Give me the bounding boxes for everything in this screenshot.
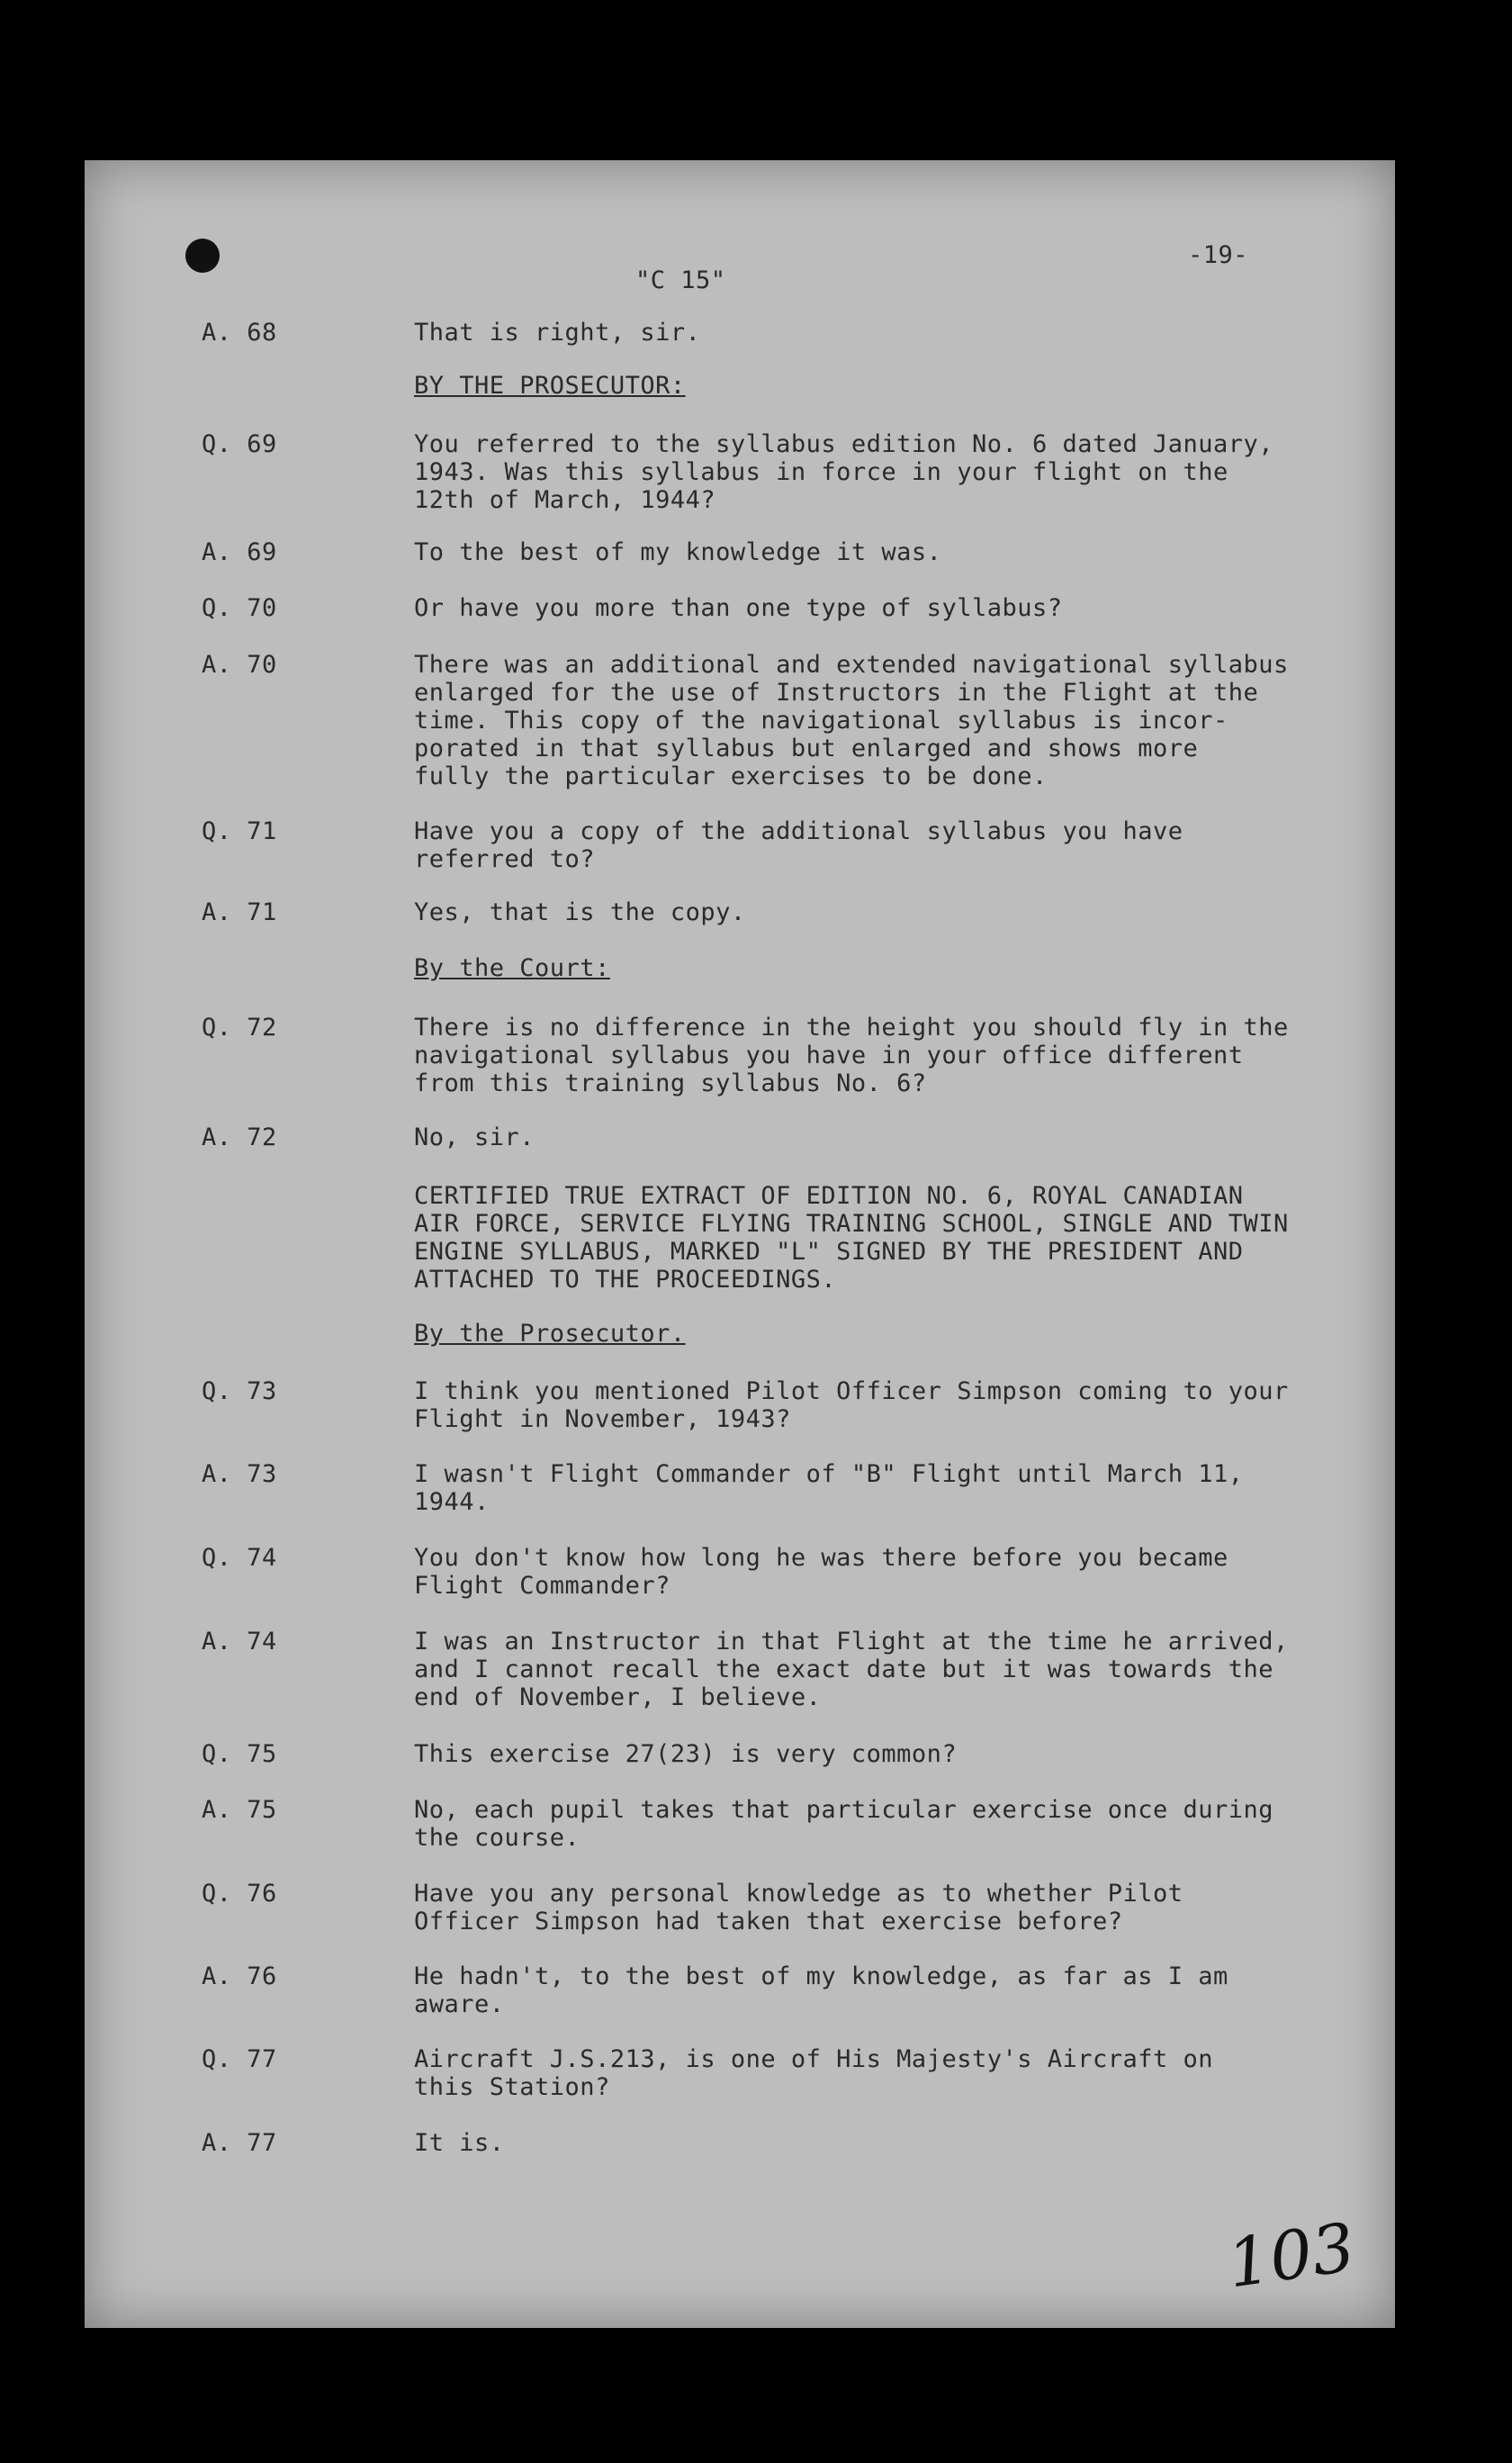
- entry-label: Q. 75: [202, 1740, 277, 1768]
- punch-hole: [185, 239, 220, 273]
- entry-text: No, sir.: [414, 1123, 536, 1151]
- entry-label: A. 75: [202, 1796, 277, 1824]
- entry-label: Q. 72: [202, 1014, 277, 1042]
- entry-text: It is.: [414, 2129, 505, 2157]
- entry-text: Or have you more than one type of syllabus?: [414, 594, 1063, 622]
- entry-text: There is no difference in the height you should fly in the navigational syllabus you have in your office different from this training syllabus No. 6?: [414, 1014, 1289, 1097]
- entry-text: This exercise 27(23) is very common?: [414, 1740, 958, 1768]
- entry-label: A. 72: [202, 1123, 277, 1151]
- entry-text: I think you mentioned Pilot Officer Simpson coming to your Flight in November, 1943?: [414, 1377, 1289, 1433]
- entry-text: Have you any personal knowledge as to whether Pilot Officer Simpson had taken that exercise before?: [414, 1880, 1184, 1935]
- header-page-number: -19-: [1188, 241, 1249, 269]
- entry-text: Aircraft J.S.213, is one of His Majesty's Aircraft on this Station?: [414, 2045, 1214, 2101]
- entry-label: Q. 70: [202, 594, 277, 622]
- entry-label: A. 77: [202, 2129, 277, 2157]
- entry-label: A. 73: [202, 1460, 277, 1488]
- entry-label: A. 74: [202, 1628, 277, 1656]
- document-page: [85, 160, 1395, 2328]
- entry-text: He hadn't, to the best of my knowledge, as far as I am aware.: [414, 1962, 1228, 2018]
- entry-label: A. 76: [202, 1962, 277, 1990]
- handwritten-page-number: 103: [1222, 2208, 1360, 2304]
- section-heading: By the Court:: [414, 954, 610, 982]
- entry-text: To the best of my knowledge it was.: [414, 538, 942, 566]
- entry-text: I was an Instructor in that Flight at the time he arrived, and I cannot recall the exact date but it was towards the end of November, I believe.: [414, 1628, 1289, 1711]
- section-heading: By the Prosecutor.: [414, 1320, 686, 1348]
- section-heading: BY THE PROSECUTOR:: [414, 372, 686, 400]
- entry-text: Have you a copy of the additional syllabus you have referred to?: [414, 817, 1184, 873]
- entry-label: A. 70: [202, 651, 277, 679]
- entry-text: That is right, sir.: [414, 319, 701, 347]
- entry-text: No, each pupil takes that particular exercise once during the course.: [414, 1796, 1274, 1852]
- entry-label: Q. 71: [202, 817, 277, 845]
- entry-label: Q. 77: [202, 2045, 277, 2073]
- entry-label: A. 71: [202, 898, 277, 926]
- certified-extract-note: CERTIFIED TRUE EXTRACT OF EDITION NO. 6, ROYAL CANADIAN AIR FORCE, SERVICE FLYING TRAINING SCHOOL, SINGLE AND TWIN ENGINE SYLLABUS, MARKED "L" SIGNED BY THE PRESIDENT AND ATTACHED TO THE PROCEEDINGS.: [414, 1182, 1289, 1294]
- entry-label: Q. 74: [202, 1544, 277, 1572]
- entry-label: Q. 69: [202, 430, 277, 458]
- entry-text: You referred to the syllabus edition No. 6 dated January, 1943. Was this syllabus in force in your flight on the 12th of March, 1944?: [414, 430, 1274, 514]
- entry-text: You don't know how long he was there before you became Flight Commander?: [414, 1544, 1228, 1600]
- header-document-code: "C 15": [635, 266, 726, 294]
- entry-text: Yes, that is the copy.: [414, 898, 746, 926]
- entry-label: A. 69: [202, 538, 277, 566]
- entry-text: There was an additional and extended navigational syllabus enlarged for the use of Instructors in the Flight at the time. This copy of the navigational syllabus is incor- porated in that syllabus but enlarged and shows more fully the particular exercises to be done.: [414, 651, 1289, 790]
- entry-label: Q. 73: [202, 1377, 277, 1405]
- entry-text: I wasn't Flight Commander of "B" Flight until March 11, 1944.: [414, 1460, 1244, 1516]
- entry-label: A. 68: [202, 319, 277, 347]
- entry-label: Q. 76: [202, 1880, 277, 1908]
